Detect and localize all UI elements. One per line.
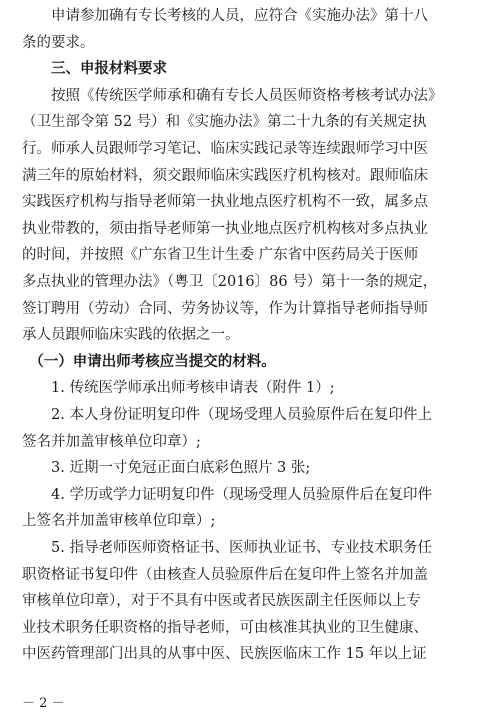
body-text-line: 的时间，并按照《广东省卫生计生委 广东省中医药局关于医师: [22, 247, 419, 264]
body-text-line: 按照《传统医学师承和确有专长人员医师资格考核考试办法》: [22, 87, 443, 104]
body-text-line: 申请参加确有专长考核的人员，应符合《实施办法》第十八: [22, 8, 428, 24]
list-item-line: 审核单位印章），对于不具有中医或者民族医副主任医师以上专: [22, 593, 421, 610]
body-text-line: 满三年的原始材料，须交跟师临床实践医疗机构核对。跟师临床: [22, 167, 428, 184]
list-item-line: 3. 近期一寸免冠正面白底彩色照片 3 张;: [22, 460, 311, 477]
list-item-line: 4. 学历或学力证明复印件（现场受理人员验原件后在复印件: [22, 486, 432, 503]
list-item-line: 职资格证书复印件（由核查人员验原件后在复印件上签名并加盖: [22, 566, 428, 583]
list-item-line: 业技术职务任职资格的指导老师，可由核准其执业的卫生健康、: [22, 619, 428, 636]
body-text-line: 条的要求。: [22, 34, 95, 51]
body-text-line: 多点执业的管理办法》（粤卫〔2016〕86 号）第十一条的规定，: [22, 274, 438, 290]
list-item-line: 签名并加盖审核单位印章）;: [22, 433, 201, 450]
body-text-line: 签订聘用（劳动）合同、劳务协议等，作为计算指导老师指导师: [22, 300, 428, 317]
body-text-line: 执业带教的，须由指导老师第一执业地点医疗机构核对多点执业: [22, 220, 428, 237]
body-text-line: 承人员跟师临床实践的依据之一。: [22, 327, 240, 344]
list-item-line: 上签名并加盖审核单位印章）;: [22, 513, 216, 530]
body-text-line: 实践医疗机构与指导老师第一执业地点医疗机构不一致，属多点: [22, 194, 428, 211]
body-text-line: （卫生部令第 52 号）和《实施办法》第二十九条的有关规定执: [22, 114, 427, 131]
list-item-line: 2. 本人身份证明复印件（现场受理人员验原件后在复印件上: [22, 407, 432, 423]
subsection-heading: （一）申请出师考核应当提交的材料。: [22, 352, 276, 370]
page-number: － 2 －: [22, 696, 65, 711]
section-heading: 三、申报材料要求: [22, 61, 167, 78]
list-item-line: 1. 传统医学师承出师考核申请表（附件 1）;: [22, 380, 335, 397]
list-item-line: 中医药管理部门出具的从事中医、民族医临床工作 15 年以上证: [22, 646, 427, 663]
body-text-line: 行。师承人员跟师学习笔记、临床实践记录等连续跟师学习中医: [22, 141, 428, 157]
list-item-line: 5. 指导老师医师资格证书、医师执业证书、专业技术职务任: [22, 540, 432, 556]
